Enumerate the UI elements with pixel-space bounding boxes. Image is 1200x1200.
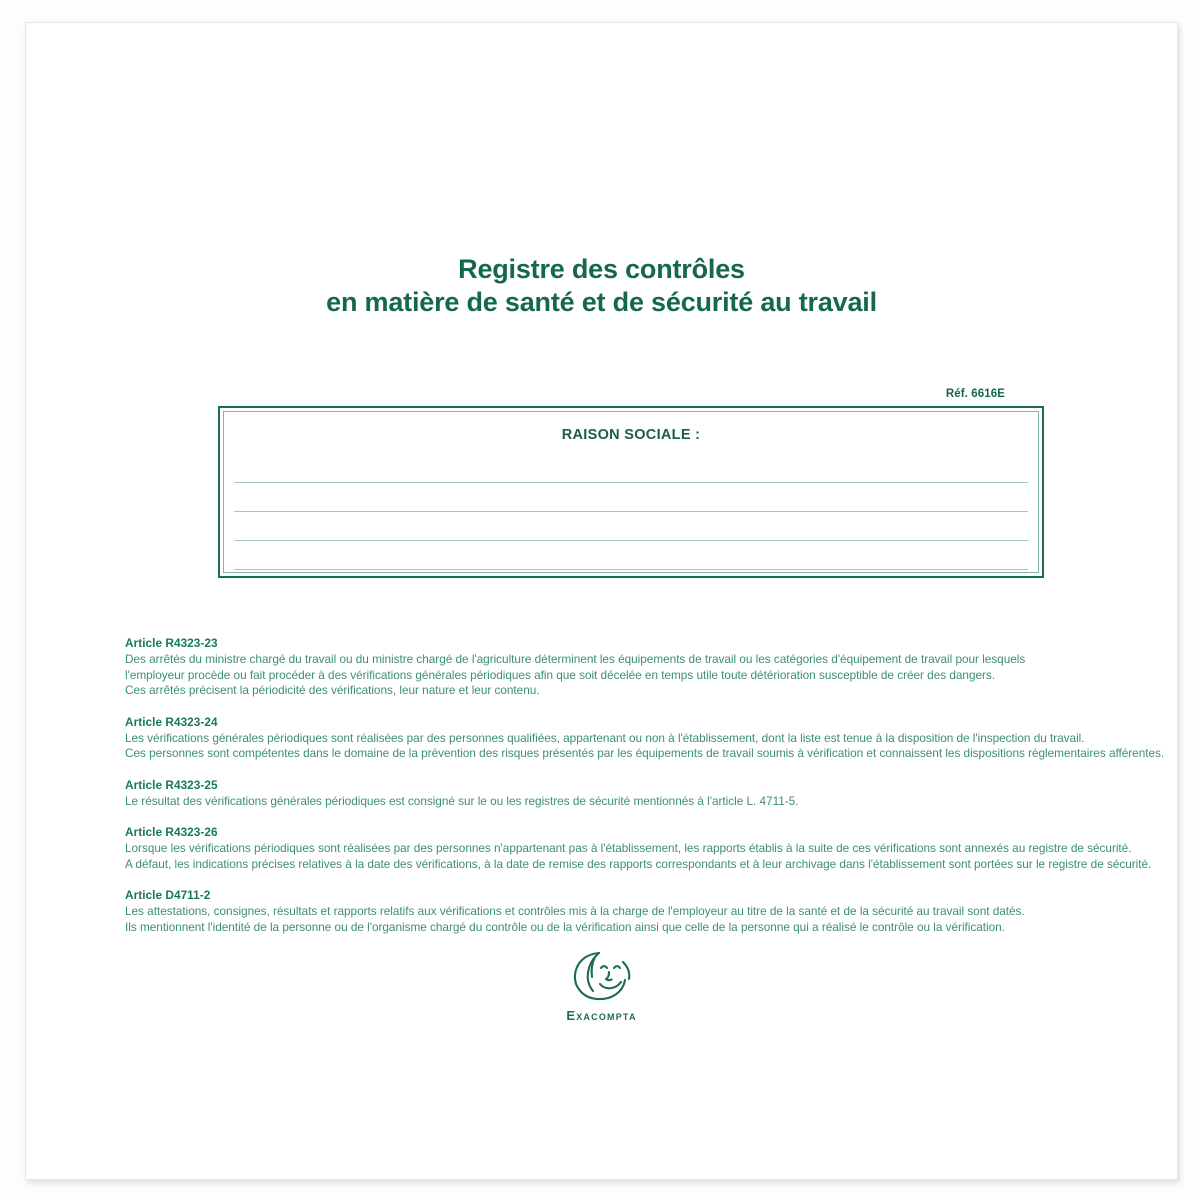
raison-sociale-write-line[interactable] [234, 511, 1028, 512]
article-line: Le résultat des vérifications générales périodiques est consigné sur le ou les registres de sécurité mentionnés à l'article L. 4711-5. [125, 793, 799, 808]
title-line-2: en matière de santé et de sécurité au travail [326, 287, 877, 317]
article-line: A défaut, les indications précises relatives à la date des vérifications, à la date de remise des rapports correspondants et à leur archivage dans l'établissement sont portées sur le registre de sécurité. [125, 856, 1152, 871]
document-sheet [25, 22, 1178, 1180]
raison-sociale-write-line[interactable] [234, 482, 1028, 483]
article-line: Des arrêtés du ministre chargé du travail ou du ministre chargé de l'agriculture déterminent les équipements de travail ou les catégories d'équipement de travail pour lesquels [125, 652, 1026, 666]
article-block [125, 777, 1135, 810]
articles-section [125, 635, 1165, 950]
document-title [26, 253, 1177, 319]
reference-number: Réf. 6616E [945, 388, 1005, 400]
article-line: Ils mentionnent l'identité de la personne ou de l'organisme chargé du contrôle ou de la vérification ainsi que celle de la personne qui a réalisé le contrôle ou la vérification. [125, 919, 1005, 934]
raison-sociale-label: RAISON SOCIALE : [561, 427, 701, 443]
article-block [125, 714, 1165, 762]
raison-sociale-write-line[interactable] [234, 540, 1028, 541]
title-line-1: Registre des contrôles [458, 254, 745, 284]
article-heading: Article R4323-23 [125, 636, 218, 650]
article-line: Lorsque les vérifications périodiques sont réalisées par des personnes n'appartenant pas à l'établissement, les rapports établis à la suite de ces vérifications sont annexés au registre de sécurité. [125, 841, 1132, 855]
article-block [125, 635, 1135, 699]
article-line: Les vérifications générales périodiques sont réalisées par des personnes qualifiées, appartenant ou non à l'établissement, dont la liste est tenue à la disposition de l'inspection du travail. [125, 730, 1085, 745]
article-line: Les attestations, consignes, résultats et rapports relatifs aux vérifications et contrôles mis à la charge de l'employeur au titre de la santé et de la sécurité au travail sont datés. [125, 904, 1025, 918]
article-heading: Article R4323-24 [125, 714, 218, 729]
raison-sociale-write-line[interactable] [234, 569, 1028, 570]
article-block [125, 887, 1135, 935]
article-line: l'employeur procède ou fait procéder à des vérifications générales périodiques afin que soit décelée en temps utile toute détérioration susceptible de créer des dangers. [125, 667, 996, 682]
brand-name: Exacompta [566, 1008, 637, 1023]
brand-logo [26, 948, 1177, 1023]
article-heading: Article R4323-25 [125, 777, 218, 792]
raison-sociale-inner-frame [223, 411, 1039, 573]
article-block [125, 824, 1152, 872]
exacompta-sun-face-icon [569, 948, 635, 1004]
article-heading: Article R4323-26 [125, 825, 218, 839]
article-heading: Article D4711-2 [125, 888, 211, 902]
article-line: Ces personnes sont compétentes dans le domaine de la prévention des risques présentés par les équipements de travail soumis à vérification et connaissent les dispositions réglementaires afférentes. [125, 746, 1165, 760]
raison-sociale-box [218, 406, 1044, 578]
article-line: Ces arrêtés précisent la périodicité des vérifications, leur nature et leur contenu. [125, 683, 540, 697]
